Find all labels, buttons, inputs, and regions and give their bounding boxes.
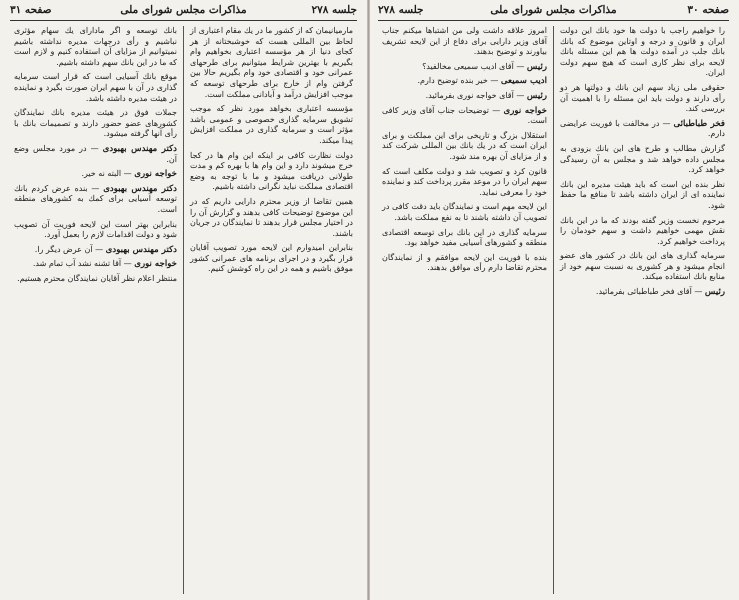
speech-line: فخر طباطبائی — در مخالفت با فوریت عرایضی دارم. (560, 118, 726, 139)
paragraph: حقوقی ملی زیاد سهم این بانك و دولتها هر دو رأی دارند و دولت باید این مسئله را با اهمیت آن بررسی کند. (560, 82, 725, 114)
page-number: صفحه ۳۰ (687, 4, 729, 16)
speaker-name: دکتر مهندس بهبودی (105, 244, 177, 255)
paragraph: مارمیانیمان که از کشور ما در یك مقام اعتباری از لحاظ بین المللی هست که خوشبختانه از هر کجای دنیا از هر مؤسسه اعتباری بخواهیم وام بگیریم با بهترین شرایط میتوانیم برای طرحهای عمرانی خود و اقتصادی خود وام بگیریم حالا بین گرفتن وام از خارج برای طرحهای توسعه که موجب افزایش درآمد و آبادانی مملکت است. (190, 26, 353, 99)
speech-text: آقای فخر طباطبائی بفرمائید. (595, 287, 692, 297)
paragraph: بنابراین امیدوارم این لایحه مورد تصویب آقایان قرار بگیرد و در اجرای برنامه های عمرانی کشور موفق باشیم و همه در این راه کوشش کنیم. (190, 243, 353, 274)
speech-text: آقا تشنه نشد آب تمام شد. (32, 259, 122, 269)
text-columns (10, 26, 357, 594)
speaker-name: دکتر مهندس بهبودی (102, 143, 177, 154)
page-header (10, 2, 357, 21)
speech-line: ادیب سمیعی — خیر بنده توضیح دارم. (417, 76, 547, 87)
speaker-name: خواجه نوری (134, 169, 177, 180)
session-number: جلسه ۲۷۸ (311, 4, 357, 16)
speech-text: در مورد مجلس وضع آن. (14, 143, 177, 164)
paragraph: امروز علاقه داشت ولی من اشتباها میکنم جناب آقای وزیر دارایی برای دفاع از این لایحه تشریف بیاورند و توضیح بدهند. (382, 26, 547, 57)
paragraph: قانون کرد و تصویب شد و دولت مکلف است که سهم ایران را در موعد مقرر پرداخت کند و نماینده خود را معرفی نماید. (382, 166, 547, 197)
speech-line: رئیس — آقای فخر طباطبائی بفرمائید. (595, 287, 725, 298)
paragraph: بنابراین بهتر است این لایحه فوریت آن تصویب شود و دولت اقدامات لازم را بعمل آورد. (14, 219, 177, 240)
speech-line: دکتر مهندس بهبودی — آن عرض دیگر را. (34, 244, 177, 255)
speech-text: در مخالفت با فوریت عرایضی دارم. (560, 118, 725, 139)
speaker-name: رئیس (704, 287, 725, 298)
paragraph: مرحوم نخست وزیر گفته بودند که ما در این بانك نقش مهمی خواهیم داشت و سهم خودمان را پرداخت خواهیم کرد. (560, 215, 725, 246)
column-right (556, 26, 729, 594)
paragraph: منتظر اعلام نظر آقایان نمایندگان محترم هستیم. (17, 273, 177, 283)
page-header (378, 2, 729, 21)
speaker-name: خواجه نوری (134, 259, 177, 270)
column-divider (553, 26, 554, 594)
paragraph: این لایحه مهم است و نمایندگان باید دقت کافی در تصویب آن داشته باشند تا به نفع مملکت باشد. (382, 202, 547, 222)
paragraph: نظر بنده این است که باید هیئت مدیره این بانك نماینده ای از ایران داشته باشد تا منافع ما حفظ شود. (560, 179, 725, 210)
speech-text: آن عرض دیگر را. (34, 244, 93, 254)
speaker-name: رئیس (526, 61, 547, 72)
speaker-name: دکتر مهندس بهبودی (103, 183, 177, 194)
speaker-name: رئیس (526, 90, 547, 101)
publication-title: مذاکرات مجلس شورای ملی (490, 4, 617, 16)
text-columns (378, 26, 729, 594)
paragraph: همین تقاضا از وزیر محترم دارایی داریم که در این موضوع توضیحات کافی بدهند و گزارش آن را در اختیار مجلس قرار بدهند تا نمایندگان در جریان باشند. (190, 196, 353, 238)
speech-text: خیر بنده توضیح دارم. (417, 76, 488, 86)
speech-text: آقای ادیب سمیعی مخالفید؟ (422, 61, 514, 71)
paragraph: سرمایه گذاری در این بانك برای توسعه اقتصادی منطقه و کشورهای آسیایی مفید خواهد بود. (382, 227, 547, 248)
paragraph: بنده با فوریت این لایحه موافقم و از نمایندگان محترم تقاضا دارم رأی موافق بدهند. (382, 252, 547, 273)
speech-line: دکتر مهندس بهبودی — در مورد مجلس وضع آن. (14, 143, 177, 164)
column-left (378, 26, 551, 594)
speech-text: توضیحات جناب آقای وزیر کافی است. (382, 105, 547, 126)
speech-line: خواجه نوری — آقا تشنه نشد آب تمام شد. (32, 259, 177, 270)
speaker-name: فخر طباطبائی (673, 118, 726, 129)
binding-gutter (367, 0, 370, 600)
speech-line: دکتر مهندس بهبودی — بنده عرض کردم بانك توسعه آسیایی برای کمك به کشورهای منطقه است. (14, 183, 177, 214)
speech-line: رئیس — آقای خواجه نوری بفرمائید. (425, 90, 547, 101)
session-number: جلسه ۲۷۸ (378, 4, 424, 16)
column-right (186, 26, 357, 594)
page-number: صفحه ۳۱ (10, 4, 52, 16)
speech-text: البته نه خیر. (81, 169, 122, 179)
paragraph: مؤسسه اعتباری بخواهد مورد نظر که موجب تشویق سرمایه گذاری خصوصی و عمومی باشد مؤثر است و سرمایه گذاری در مملکت افزایش پیدا میکند. (190, 104, 353, 145)
speaker-name: ادیب سمیعی (500, 76, 547, 87)
column-left (10, 26, 181, 594)
paragraph: جملات فوق در هیئت مدیره بانك نمایندگان کشورهای عضو حضور دارند و تصمیمات بانك با رأی آنها گرفته میشود. (14, 108, 177, 139)
paragraph: بانك توسعه و اگر مادارای یك سهام مؤثری نباشیم و رأی درجهات مدیره نداشته باشیم نمیتوانیم از مزایای آن استفاده کنیم و لازم است که ما در این بانك سهم داشته باشیم. (14, 26, 177, 67)
column-divider (183, 26, 184, 594)
paragraph: را خواهیم راجب با دولت ها خود بانك این دولت ایران و قانون و درجه و اوتاین موضوع که بانك بانك جلب در آمده دولت ها هم این مسئله بانك لایحه برای نظر کاری است که هیچ سهم دولت ایران. (560, 26, 725, 78)
publication-title: مذاکرات مجلس شورای ملی (120, 4, 247, 16)
speech-text: آقای خواجه نوری بفرمائید. (425, 90, 514, 100)
page-30 (368, 0, 739, 600)
paragraph: گزارش مطالب و طرح های این بانك بزودی به مجلس داده خواهد شد و مجلس به آن رسیدگی خواهد کرد. (560, 143, 725, 175)
speech-line: خواجه نوری — توضیحات جناب آقای وزیر کافی است. (382, 105, 547, 126)
paragraph: دولت نظارت کافی بر اینکه این وام ها در کجا خرج میشوند دارد و این وام ها با بهره کم و مدت طولانی دریافت میشود و ما با توجه به وضع اقتصادی مملکت نباید نگرانی داشته باشیم. (190, 150, 353, 192)
speech-text: بنده عرض کردم بانك توسعه آسیایی برای کمك به کشورهای منطقه است. (14, 183, 177, 214)
paragraph: سرمایه گذاری های این بانك در کشور های عضو انجام میشود و هر کشوری به نسبت سهم خود از منابع بانك استفاده میکند. (560, 251, 725, 282)
paragraph: استقلال بزرگ و تاریخی برای این مملکت و برای ایران است که در یك بانك بین المللی شرکت کند و از مزایای آن بهره مند شود. (382, 130, 547, 161)
speech-line: رئیس — آقای ادیب سمیعی مخالفید؟ (422, 61, 547, 72)
speech-line: خواجه نوری — البته نه خیر. (81, 169, 177, 180)
speaker-name: خواجه نوری (503, 105, 547, 116)
page-31 (0, 0, 368, 600)
paragraph: موقع بانك آسیایی است که قرار است سرمایه گذاری در آن با سهم ایران صورت بگیرد و نماینده در هیئت مدیره داشته باشد. (14, 72, 177, 103)
